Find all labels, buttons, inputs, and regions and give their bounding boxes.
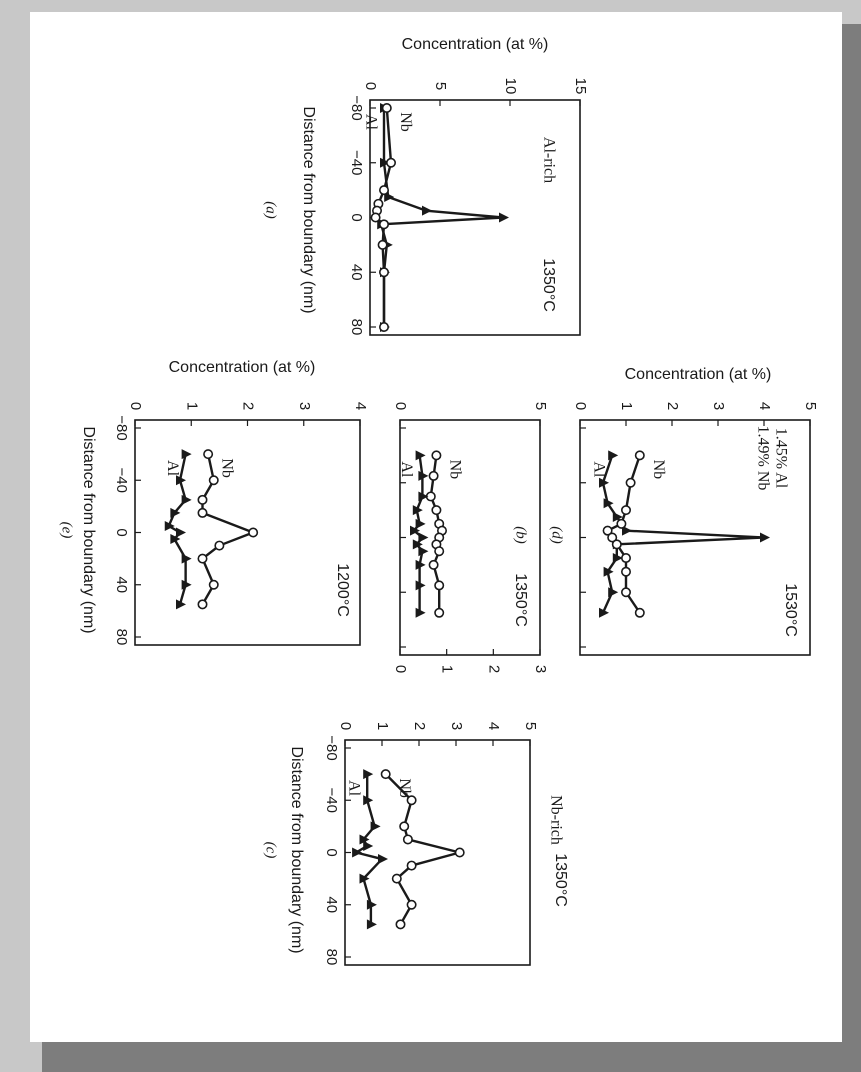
y-tick-label: 5 [432,81,450,91]
data-point-nb [407,861,415,869]
data-point-nb [380,323,388,331]
y-tick-label: 2 [664,401,682,411]
data-point-nb [404,835,412,843]
panel-annotation: 1.45% Al [772,427,790,489]
series-label-al: Al [362,114,380,130]
temperature-label: 1530°C [781,583,799,637]
data-point-nb [387,159,395,167]
data-point-al [363,841,373,851]
x-tick-label: 80 [348,318,366,336]
y-alt-tick-label: 0 [392,664,410,674]
data-point-nb [636,451,644,459]
data-point-al [760,533,770,543]
x-tick-label: −40 [348,150,366,176]
data-point-nb [456,848,464,856]
series-label-nb: Nb [446,459,464,480]
y-tick-label: 0 [337,721,355,731]
x-tick-label: 40 [113,576,131,594]
data-point-al [378,854,388,864]
data-point-al [608,587,618,597]
data-point-nb [622,506,630,514]
chart-panel-c [263,722,569,966]
data-point-nb [622,588,630,596]
plot-frame [135,420,360,645]
y-tick-label: 1 [183,401,201,411]
y-alt-tick-label: 2 [485,664,503,674]
x-tick-label: −80 [323,735,341,761]
data-point-nb [204,450,212,458]
y-axis-label: Concentration (at %) [401,36,549,54]
y-alt-tick-label: 3 [532,664,550,674]
data-point-nb [617,520,625,528]
data-point-al [499,213,509,223]
chart-panel-e [59,359,369,645]
data-point-nb [407,901,415,909]
data-point-nb [435,609,443,617]
y-tick-label: 2 [239,401,257,411]
data-point-nb [393,874,401,882]
data-point-al [182,495,192,505]
x-tick-label: 40 [348,263,366,281]
y-tick-label: 4 [756,401,774,411]
x-axis-label: Distance from boundary (nm) [79,426,97,634]
temperature-label: 1350°C [551,853,569,907]
y-tick-label: 5 [522,721,540,731]
x-tick-label: 80 [113,628,131,646]
panel-label: (a) [262,201,279,219]
temperature-label: 1350°C [511,573,529,627]
data-point-nb [198,554,206,562]
series-label-al: Al [397,461,415,478]
y-tick-label: 0 [392,401,410,411]
panel-label: (e) [58,521,75,539]
x-tick-label: −40 [323,787,341,813]
series-label-nb: Nb [650,459,668,480]
y-tick-label: 4 [352,401,370,411]
data-point-nb [429,561,437,569]
data-point-al [416,519,426,529]
data-point-nb [371,213,379,221]
data-point-nb [383,104,391,112]
data-point-nb [400,822,408,830]
data-point-nb [435,581,443,589]
y-axis-label: Concentration (at %) [624,366,772,384]
y-axis-label: Concentration (at %) [168,359,316,377]
data-point-nb [613,540,621,548]
data-point-al [182,449,192,459]
y-tick-label: 3 [295,401,313,411]
series-label-al: Al [590,461,608,478]
temperature-label: 1350°C [539,258,557,312]
series-line-al [381,108,503,327]
y-tick-label: 15 [572,77,590,95]
data-point-nb [396,920,404,928]
series-label-nb: Nb [218,458,236,478]
chart-panel-b [392,402,549,673]
data-point-al [418,533,428,543]
x-tick-label: −40 [113,467,131,493]
data-point-al [422,206,432,216]
panel-annotation: Al-rich [540,136,558,184]
y-alt-tick-label: 1 [438,664,456,674]
y-tick-label: 1 [374,721,392,731]
chart-panel-a [263,36,589,335]
panel-annotation: Nb-rich [547,795,565,845]
x-tick-label: 0 [113,528,131,537]
series-label-al: Al [345,780,363,797]
data-point-nb [636,609,644,617]
temperature-label: 1200°C [333,563,351,617]
data-point-nb [622,568,630,576]
data-point-al [371,821,381,831]
y-tick-label: 3 [448,721,466,731]
data-point-nb [432,451,440,459]
data-point-nb [198,496,206,504]
plot-frame [345,740,530,965]
y-tick-label: 0 [572,401,590,411]
data-point-nb [249,528,257,536]
data-point-nb [215,541,223,549]
series-label-nb: Nb [397,112,415,132]
x-axis-label: Distance from boundary (nm) [287,746,305,954]
y-tick-label: 5 [532,401,550,411]
data-point-nb [198,600,206,608]
data-point-nb [210,581,218,589]
y-tick-label: 1 [618,401,636,411]
x-tick-label: −80 [348,95,366,121]
data-point-nb [382,770,390,778]
data-point-nb [380,268,388,276]
data-point-nb [432,506,440,514]
x-tick-label: 0 [323,848,341,857]
panel-annotation: 1.49% Nb [754,425,772,491]
y-tick-label: 10 [502,77,520,95]
y-tick-label: 4 [485,721,503,731]
data-point-nb [198,509,206,517]
y-tick-label: 2 [411,721,429,731]
panel-label: (d) [548,526,565,544]
data-point-nb [435,547,443,555]
y-tick-label: 0 [362,81,380,91]
data-point-nb [210,476,218,484]
x-axis-label: Distance from boundary (nm) [299,106,317,314]
chart-panel-d [549,366,819,655]
x-tick-label: 80 [323,948,341,966]
panel-label: (c) [262,841,279,859]
data-point-nb [622,554,630,562]
data-point-al [176,528,186,538]
data-point-al [418,546,428,556]
series-label-al: Al [163,460,181,477]
data-point-al [608,450,618,460]
panel-label: (b) [512,526,529,544]
data-point-nb [626,479,634,487]
y-tick-label: 0 [127,401,145,411]
data-point-nb [429,472,437,480]
data-point-nb [380,186,388,194]
x-tick-label: 0 [348,213,366,222]
data-point-nb [378,241,386,249]
y-tick-label: 5 [802,401,820,411]
series-label-nb: Nb [396,778,414,798]
x-tick-label: 40 [323,896,341,914]
data-point-nb [380,220,388,228]
y-tick-label: 3 [710,401,728,411]
x-tick-label: −80 [113,415,131,441]
